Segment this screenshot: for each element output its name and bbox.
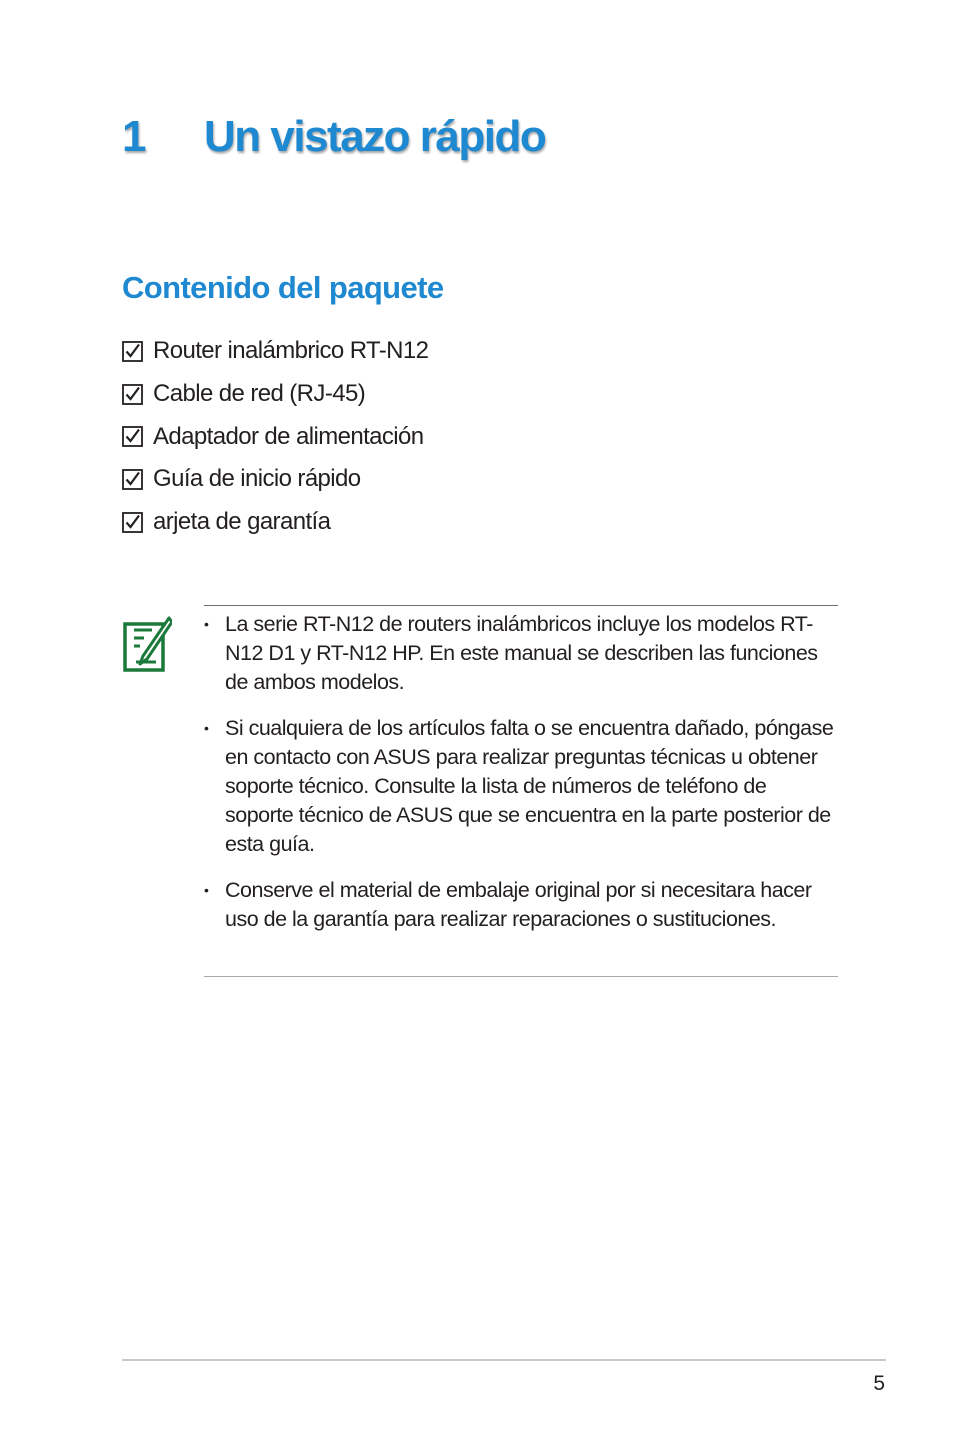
list-item — [122, 415, 428, 458]
list-item-label: Adaptador de alimentación — [153, 422, 424, 450]
note-bullet-item — [204, 714, 838, 859]
bullet-mark: • — [204, 616, 209, 632]
note-text: La serie RT-N12 de routers inalámbricos incluye los modelos RT-N12 D1 y RT-N12 HP. En este manual se describen las funciones de ambos modelos. — [225, 612, 818, 694]
note-box — [204, 605, 838, 977]
list-item — [122, 373, 428, 416]
list-item-label: Router inalámbrico RT-N12 — [153, 337, 429, 365]
chapter-title: Un vistazo rápido — [204, 112, 546, 161]
section-title: Contenido del paquete — [122, 270, 444, 305]
checkbox-checked-icon — [122, 426, 143, 447]
note-bullet-item — [204, 610, 838, 697]
list-item — [122, 330, 428, 373]
note-bullet-item — [204, 876, 838, 934]
note-pencil-icon — [122, 616, 172, 674]
checkbox-checked-icon — [122, 512, 143, 533]
list-item — [122, 458, 428, 501]
checkbox-checked-icon — [122, 341, 143, 362]
note-text: Si cualquiera de los artículos falta o se encuentra dañado, póngase en contacto con ASUS para realizar preguntas técnicas u obtener soporte técnico. Consulte la lista de números de teléfono de soporte técnico de ASUS que se encuentra en la parte posterior de esta guía. — [225, 716, 834, 856]
chapter-heading — [122, 112, 545, 162]
bullet-mark: • — [204, 720, 209, 736]
page-number: 5 — [873, 1372, 885, 1395]
package-contents-list — [122, 330, 428, 543]
list-item — [122, 501, 428, 544]
chapter-number: 1 — [122, 112, 145, 161]
note-text: Conserve el material de embalaje original por si necesitara hacer uso de la garantía para realizar reparaciones o sustituciones. — [225, 878, 812, 931]
list-item-label: arjeta de garantía — [153, 508, 331, 536]
note-list — [204, 610, 838, 951]
bullet-mark: • — [204, 882, 209, 898]
checkbox-checked-icon — [122, 384, 143, 405]
list-item-label: Guía de inicio rápido — [153, 465, 361, 493]
list-item-label: Cable de red (RJ-45) — [153, 380, 366, 408]
checkbox-checked-icon — [122, 469, 143, 490]
footer-divider — [122, 1359, 886, 1361]
